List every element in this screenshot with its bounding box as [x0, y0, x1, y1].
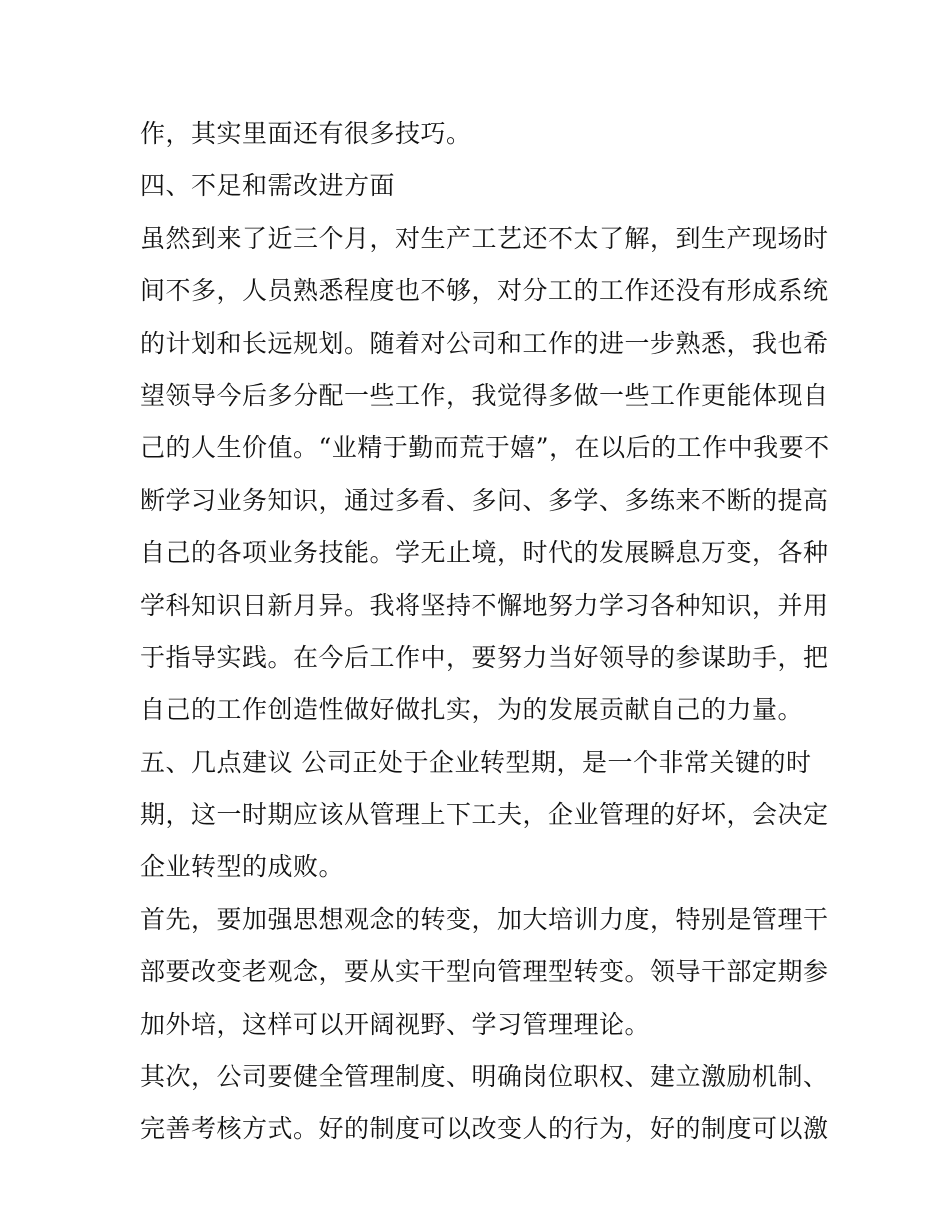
text-line: 自己的工作创造性做好做扎实，为的发展贡献自己的力量。 — [140, 695, 804, 725]
text-line: 己的人生价值。“业精于勤而荒于嬉”，在以后的工作中我要不 — [140, 433, 830, 463]
text-line: 自己的各项业务技能。学无止境，时代的发展瞬息万变，各种 — [140, 538, 829, 568]
text-line: 首先，要加强思想观念的转变，加大培训力度，特别是管理干 — [140, 904, 829, 934]
body-text — [140, 108, 830, 1156]
text-line: 学科知识日新月异。我将坚持不懈地努力学习各种知识，并用 — [140, 590, 829, 620]
text-line: 间不多，人员熟悉程度也不够，对分工的工作还没有形成系统 — [140, 276, 829, 306]
text-line: 作，其实里面还有很多技巧。 — [140, 119, 472, 148]
text-line: 于指导实践。在今后工作中，要努力当好领导的参谋助手，把 — [140, 642, 829, 672]
text-line: 期，这一时期应该从管理上下工夫，企业管理的好坏，会决定 — [140, 800, 829, 830]
text-line: 完善考核方式。好的制度可以改变人的行为，好的制度可以激 — [140, 1114, 829, 1144]
section-heading: 四、不足和需改进方面 — [140, 171, 396, 201]
text-line: 企业转型的成败。 — [140, 852, 345, 882]
text-line: 望领导今后多分配一些工作，我觉得多做一些工作更能体现自 — [140, 380, 829, 410]
text-line: 的计划和长远规划。随着对公司和工作的进一步熟悉，我也希 — [140, 328, 829, 358]
text-line: 断学习业务知识，通过多看、多问、多学、多练来不断的提高 — [140, 485, 829, 515]
text-line: 部要改变老观念，要从实干型向管理型转变。领导干部定期参 — [140, 957, 829, 987]
section-heading: 五、几点建议 公司正处于企业转型期，是一个非常关键的时 — [140, 747, 812, 777]
text-line: 虽然到来了近三个月，对生产工艺还不太了解，到生产现场时 — [140, 223, 829, 253]
text-line: 其次，公司要健全管理制度、明确岗位职权、建立激励机制、 — [140, 1062, 829, 1092]
text-line: 加外培，这样可以开阔视野、学习管理理论。 — [140, 1009, 651, 1039]
